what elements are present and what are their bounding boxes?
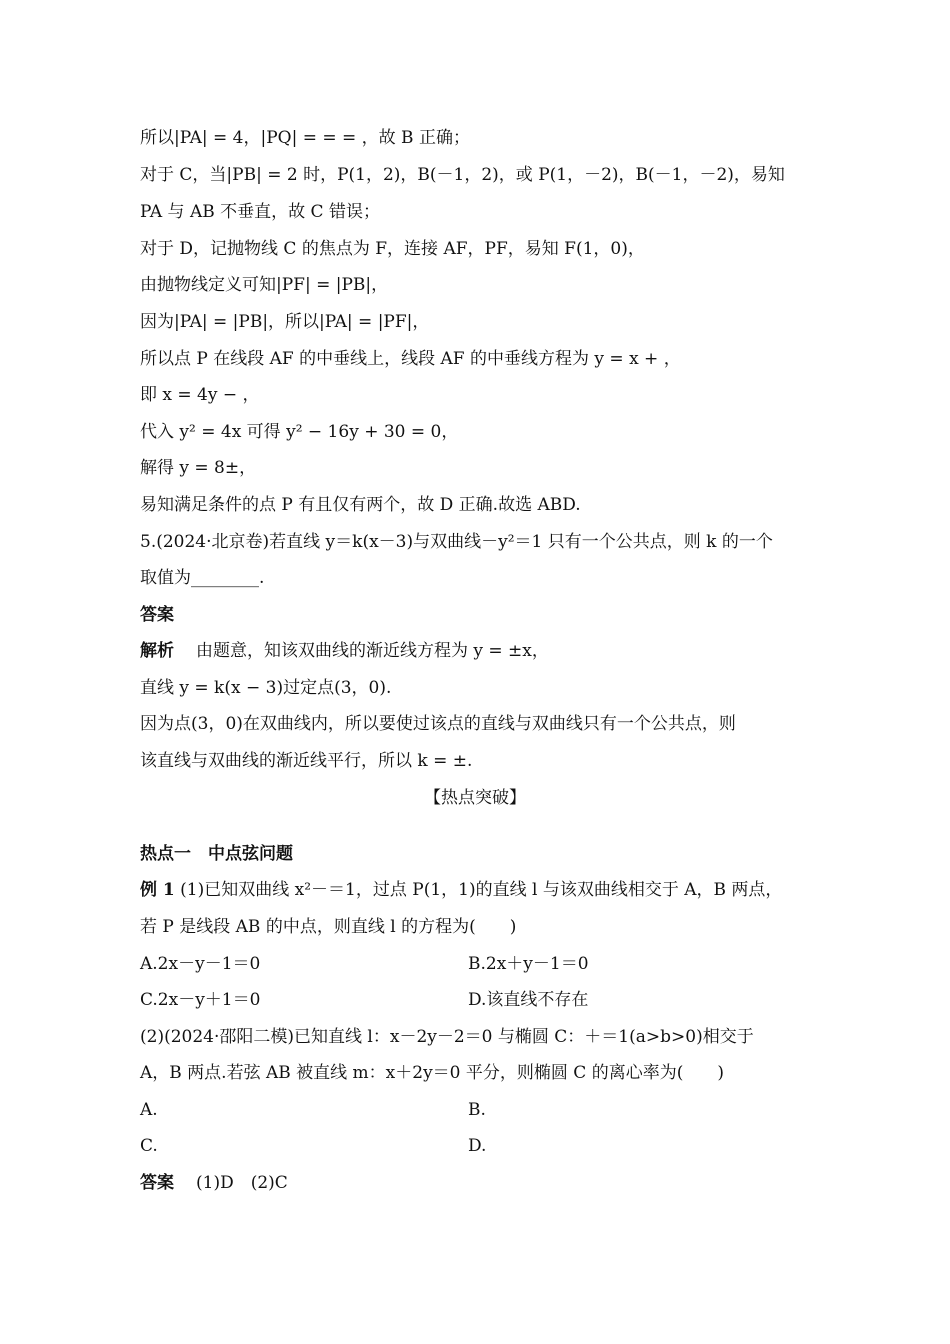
text-line-2: 对于 C，当|PB| = 2 时，P(1，2)，B(－1，2)，或 P(1，－2)，B(－1，－2)，易知	[140, 165, 785, 185]
example-1-label: 例 1	[140, 880, 175, 900]
analysis-line-1	[140, 640, 820, 662]
example-1-line-1	[140, 879, 820, 901]
section-title: 【热点突破】	[424, 788, 526, 808]
final-answer-line	[140, 1172, 820, 1194]
q2-option-d: D.	[468, 1136, 487, 1156]
analysis-line-4: 该直线与双曲线的渐近线平行，所以 k = ±.	[140, 751, 473, 771]
q1-options-row-1	[140, 953, 820, 975]
q1-option-a: A.2x－y－1＝0	[140, 954, 261, 974]
answer-label: 答案	[140, 605, 174, 625]
analysis-label: 解析	[140, 641, 174, 661]
text-line-8: 即 x = 4y − ，	[140, 385, 260, 405]
q2-options-row-2	[140, 1135, 820, 1157]
q1-option-b: B.2x＋y－1＝0	[468, 954, 589, 974]
q2-line-2: A，B 两点.若弦 AB 被直线 m：x＋2y＝0 平分，则椭圆 C 的离心率为( )	[140, 1063, 724, 1083]
text-line-3: PA 与 AB 不垂直，故 C 错误；	[140, 202, 380, 222]
text-line-5: 由抛物线定义可知|PF| = |PB|，	[140, 275, 389, 295]
text-line-7: 所以点 P 在线段 AF 的中垂线上，线段 AF 的中垂线方程为 y = x + ，	[140, 349, 681, 369]
analysis-text-1: 由题意，知该双曲线的渐近线方程为 y = ±x，	[196, 641, 549, 661]
q2-option-a: A.	[140, 1100, 158, 1120]
example-1-q1-text: (1)已知双曲线 x²－＝1，过点 P(1，1)的直线 l 与该双曲线相交于 A，B 两点，	[180, 880, 783, 900]
analysis-line-2: 直线 y = k(x − 3)过定点(3，0).	[140, 678, 392, 698]
q1-options-row-2	[140, 989, 820, 1011]
final-answer-value: (1)D (2)C	[196, 1173, 288, 1193]
q1-option-c: C.2x－y＋1＝0	[140, 990, 261, 1010]
text-line-1: 所以|PA| = 4，|PQ| = = = ，故 B 正确；	[140, 128, 470, 148]
q2-line-1: (2)(2024·邵阳二模)已知直线 l：x－2y－2＝0 与椭圆 C：＋＝1(a>b>0)相交于	[140, 1027, 754, 1047]
final-answer-label: 答案	[140, 1173, 174, 1193]
hotspot-title: 热点一 中点弦问题	[140, 844, 293, 864]
text-line-9: 代入 y² = 4x 可得 y² − 16y + 30 = 0，	[140, 422, 459, 442]
text-line-4: 对于 D，记抛物线 C 的焦点为 F，连接 AF，PF，易知 F(1，0)，	[140, 239, 645, 259]
example-1-line-2: 若 P 是线段 AB 的中点，则直线 l 的方程为( )	[140, 917, 517, 937]
q1-option-d: D.该直线不存在	[468, 990, 589, 1010]
q2-options-row-1	[140, 1099, 820, 1121]
text-line-6: 因为|PA| = |PB|，所以|PA| = |PF|，	[140, 312, 430, 332]
question-5-line-1: 5.(2024·北京卷)若直线 y＝k(x－3)与双曲线－y²＝1 只有一个公共点，则 k 的一个	[140, 532, 773, 552]
question-5-line-2: 取值为________.	[140, 568, 265, 588]
text-line-11: 易知满足条件的点 P 有且仅有两个，故 D 正确.故选 ABD.	[140, 495, 581, 515]
q2-option-b: B.	[468, 1100, 486, 1120]
analysis-line-3: 因为点(3，0)在双曲线内，所以要使过该点的直线与双曲线只有一个公共点，则	[140, 714, 736, 734]
text-line-10: 解得 y = 8±，	[140, 458, 257, 478]
q2-option-c: C.	[140, 1136, 158, 1156]
